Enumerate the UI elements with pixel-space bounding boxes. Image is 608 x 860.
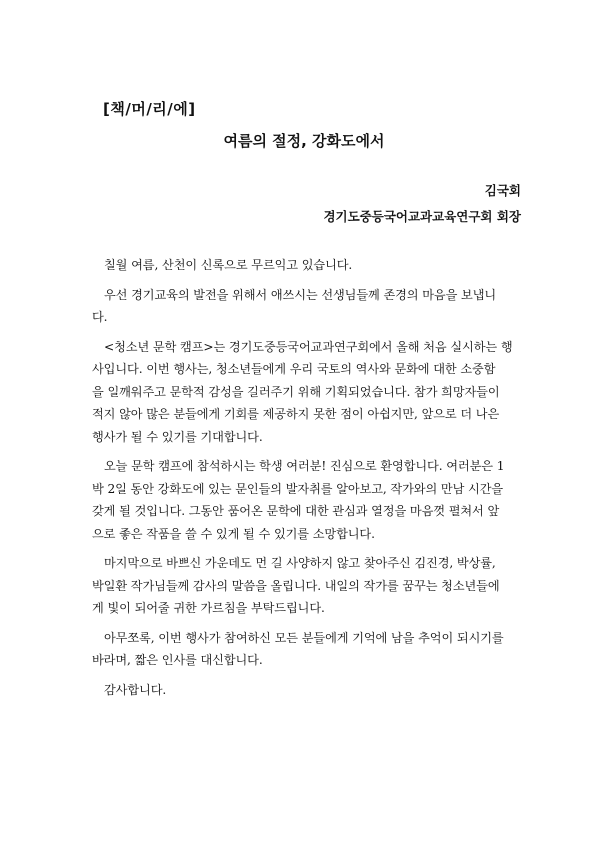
paragraph-line: 감사합니다. (104, 682, 167, 697)
author-name: 김국회 (484, 183, 521, 198)
paragraph-line: 사입니다. 이번 행사는, 청소년들에게 우리 국토의 역사와 문화에 대한 소중함 (92, 362, 496, 376)
paragraph-line: 박일환 작가님들께 감사의 말씀을 올립니다. 내일의 작가를 꿈꾸는 청소년들에 (92, 578, 500, 593)
paragraph-line: 행사가 될 수 있기를 기대합니다. (92, 429, 263, 444)
paragraph (92, 455, 520, 545)
paragraph-line: 다. (92, 310, 108, 324)
paragraph-line: 바라며, 짧은 인사를 대신합니다. (92, 653, 263, 667)
paragraph-line: 칠월 여름, 산천이 신록으로 무르익고 있습니다. (104, 258, 353, 272)
paragraph-line: 게 빛이 되어줄 귀한 가르침을 부탁드립니다. (92, 601, 325, 615)
paragraph-line: 갖게 될 것입니다. 그동안 품어온 문학에 대한 관심과 열정을 마음껏 펼쳐서 앞 (92, 504, 500, 518)
paragraph-line: 을 일깨워주고 문학적 감성을 길러주기 위해 기획되었습니다. 참가 희망자들이 (92, 384, 500, 399)
paragraph-line: <청소년 문학 캠프>는 경기도중등국어교과연구회에서 올해 처음 실시하는 행 (104, 339, 513, 354)
paragraph-line: 오늘 문학 캠프에 참석하시는 학생 여러분! 진심으로 환영합니다. 여러분은 1 (104, 459, 505, 473)
paragraph-line: 마지막으로 바쁘신 가운데도 먼 길 사양하지 않고 찾아주신 김진경, 박상률, (104, 556, 496, 570)
document-title: 여름의 절정, 강화도에서 (223, 132, 385, 150)
document-body (92, 254, 520, 708)
paragraph (92, 679, 520, 702)
paragraph (92, 284, 520, 329)
paragraph (92, 627, 520, 672)
section-label: [책/머/리/에] (103, 100, 196, 118)
paragraph (92, 336, 520, 449)
author-role: 경기도중등국어교과교육연구회 회장 (323, 209, 521, 224)
paragraph-line: 박 2일 동안 강화도에 있는 문인들의 발자취를 알아보고, 작가와의 만남 시간을 (92, 481, 504, 496)
paragraph (92, 552, 520, 620)
paragraph (92, 254, 520, 277)
paragraph-line: 적지 않아 많은 분들에게 기회를 제공하지 못한 점이 아쉽지만, 앞으로 더 나은 (92, 407, 500, 421)
paragraph-line: 우선 경기교육의 발전을 위해서 애쓰시는 선생님들께 존경의 마음을 보냅니 (104, 287, 497, 302)
paragraph-line: 아무쪼록, 이번 행사가 참여하신 모든 분들에게 기억에 남을 추억이 되시기를 (104, 630, 504, 645)
paragraph-line: 으로 좋은 작품을 쓸 수 있게 될 수 있기를 소망합니다. (92, 526, 375, 541)
